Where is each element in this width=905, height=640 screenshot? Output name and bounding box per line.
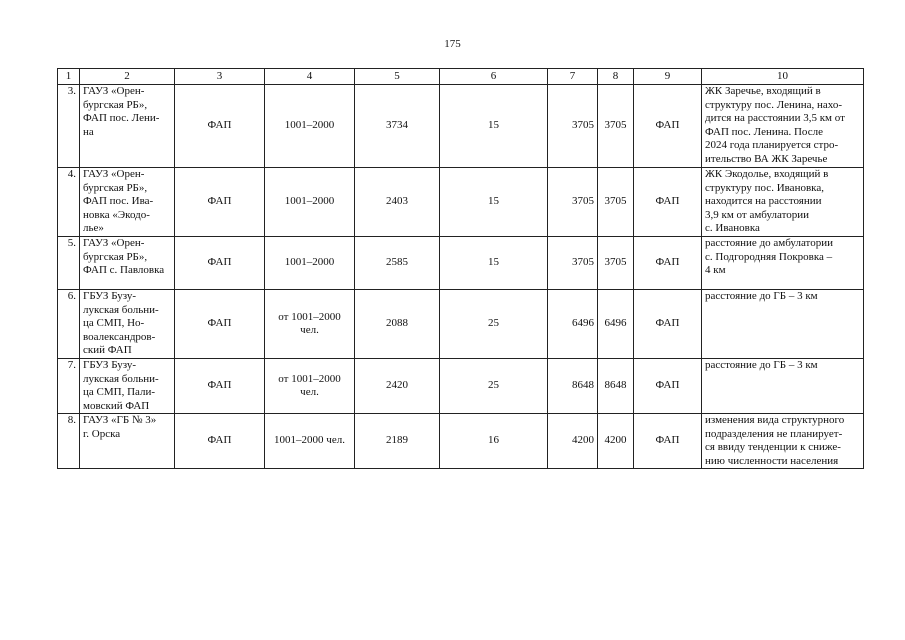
column-header: 5 [355, 69, 440, 85]
population-range: 1001–2000 чел. [265, 414, 355, 469]
cell-col8: 8648 [598, 359, 634, 414]
note-cell: расстояние до амбулатории с. Подгородняя Покровка – 4 км [702, 237, 864, 290]
population-range: 1001–2000 [265, 168, 355, 237]
cell-col6: 16 [440, 414, 548, 469]
facility-type: ФАП [175, 359, 265, 414]
column-header: 10 [702, 69, 864, 85]
cell-col7: 3705 [548, 85, 598, 168]
facility-type: ФАП [175, 237, 265, 290]
table-row [58, 237, 864, 290]
cell-col9: ФАП [634, 359, 702, 414]
column-header: 8 [598, 69, 634, 85]
column-header: 4 [265, 69, 355, 85]
table-row [58, 85, 864, 168]
facility-name: ГАУЗ «Орен- бургская РБ», ФАП пос. Лени- на [80, 85, 175, 168]
note-cell: ЖК Экодолье, входящий в структуру пос. Ивановка, находится на расстоянии 3,9 км от амбулатории с. Ивановка [702, 168, 864, 237]
note-cell: расстояние до ГБ – 3 км [702, 290, 864, 359]
facility-name: ГАУЗ «Орен- бургская РБ», ФАП пос. Ива- новка «Экодо- лье» [80, 168, 175, 237]
column-header: 9 [634, 69, 702, 85]
cell-col8: 6496 [598, 290, 634, 359]
cell-col8: 3705 [598, 85, 634, 168]
cell-col7: 3705 [548, 237, 598, 290]
header-row [58, 69, 864, 85]
cell-col6: 25 [440, 359, 548, 414]
table-row [58, 290, 864, 359]
cell-col7: 3705 [548, 168, 598, 237]
note-cell: ЖК Заречье, входящий в структуру пос. Ленина, нахо- дится на расстоянии 3,5 км от ФАП пос. Ленина. После 2024 года планируется стро- ительство ВА ЖК Заречье [702, 85, 864, 168]
cell-col9: ФАП [634, 290, 702, 359]
facility-name: ГБУЗ Бузу- лукская больни- ца СМП, Пали- мовский ФАП [80, 359, 175, 414]
cell-col5: 2420 [355, 359, 440, 414]
facility-type: ФАП [175, 290, 265, 359]
row-number: 4. [58, 168, 80, 237]
population-range: 1001–2000 [265, 85, 355, 168]
cell-col6: 25 [440, 290, 548, 359]
page-number: 175 [444, 38, 461, 50]
facility-type: ФАП [175, 414, 265, 469]
cell-col5: 2088 [355, 290, 440, 359]
cell-col8: 3705 [598, 168, 634, 237]
row-number: 3. [58, 85, 80, 168]
facility-table [57, 68, 864, 469]
column-header: 6 [440, 69, 548, 85]
cell-col5: 3734 [355, 85, 440, 168]
population-range: 1001–2000 [265, 237, 355, 290]
row-number: 6. [58, 290, 80, 359]
table-row [58, 359, 864, 414]
row-number: 8. [58, 414, 80, 469]
facility-type: ФАП [175, 85, 265, 168]
table-row [58, 414, 864, 469]
cell-col5: 2585 [355, 237, 440, 290]
column-header: 1 [58, 69, 80, 85]
cell-col7: 8648 [548, 359, 598, 414]
cell-col8: 4200 [598, 414, 634, 469]
cell-col6: 15 [440, 237, 548, 290]
population-range: от 1001–2000 чел. [265, 359, 355, 414]
population-range: от 1001–2000 чел. [265, 290, 355, 359]
cell-col6: 15 [440, 168, 548, 237]
column-header: 3 [175, 69, 265, 85]
cell-col9: ФАП [634, 168, 702, 237]
facility-name: ГАУЗ «ГБ № 3» г. Орска [80, 414, 175, 469]
row-number: 5. [58, 237, 80, 290]
cell-col8: 3705 [598, 237, 634, 290]
column-header: 2 [80, 69, 175, 85]
note-cell: изменения вида структурного подразделения не планирует- ся ввиду тенденции к сниже- нию численности населения [702, 414, 864, 469]
column-header: 7 [548, 69, 598, 85]
cell-col5: 2403 [355, 168, 440, 237]
cell-col5: 2189 [355, 414, 440, 469]
cell-col9: ФАП [634, 237, 702, 290]
cell-col9: ФАП [634, 414, 702, 469]
row-number: 7. [58, 359, 80, 414]
facility-name: ГАУЗ «Орен- бургская РБ», ФАП с. Павловка [80, 237, 175, 290]
note-cell: расстояние до ГБ – 3 км [702, 359, 864, 414]
facility-name: ГБУЗ Бузу- лукская больни- ца СМП, Но- воалександров- ский ФАП [80, 290, 175, 359]
cell-col6: 15 [440, 85, 548, 168]
table-row [58, 168, 864, 237]
cell-col9: ФАП [634, 85, 702, 168]
facility-type: ФАП [175, 168, 265, 237]
cell-col7: 6496 [548, 290, 598, 359]
cell-col7: 4200 [548, 414, 598, 469]
